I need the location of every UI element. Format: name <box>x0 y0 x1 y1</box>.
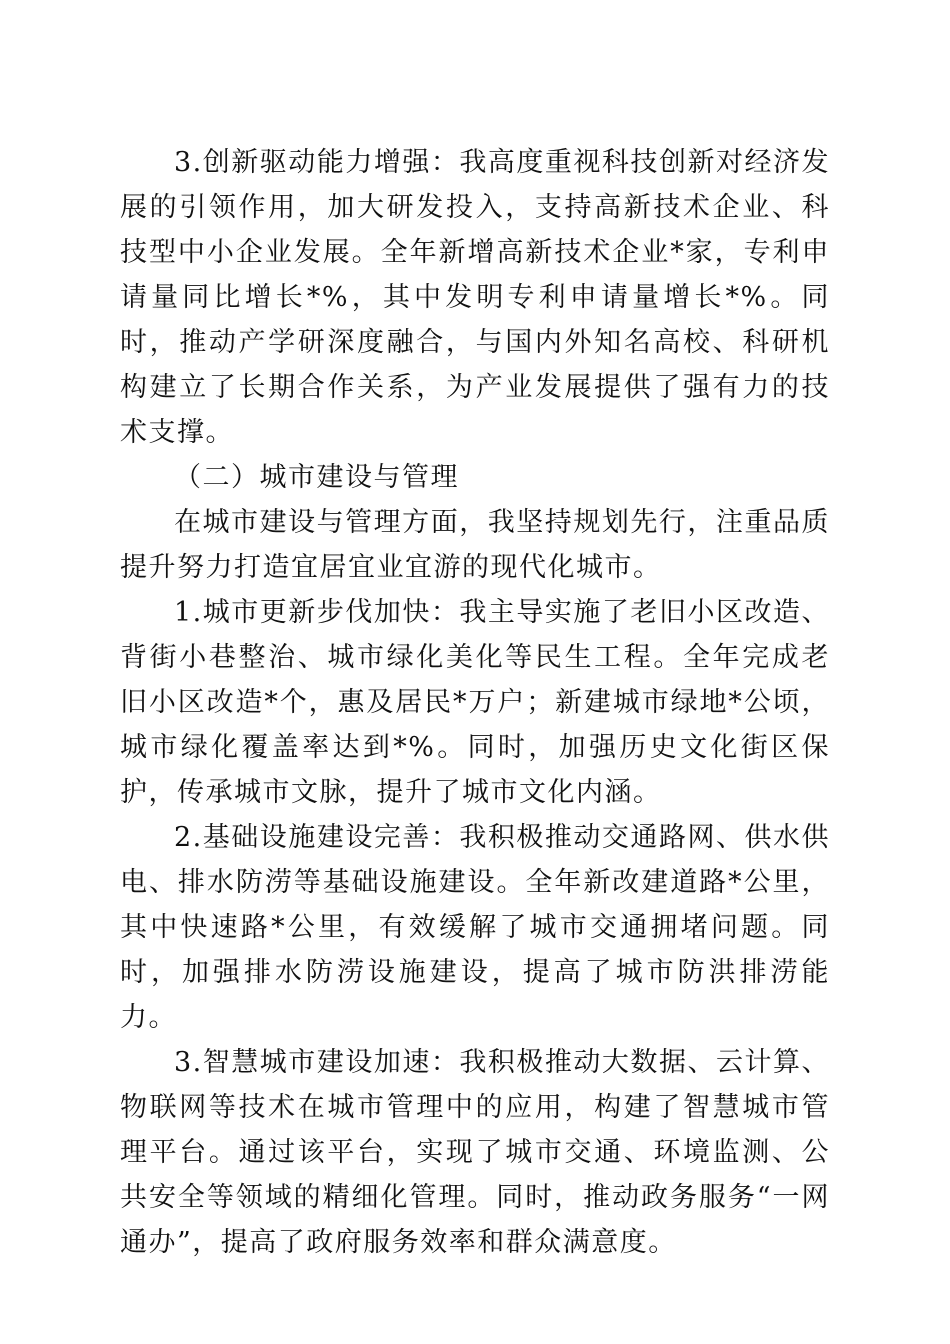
paragraph-urban-intro: 在城市建设与管理方面，我坚持规划先行，注重品质提升努力打造宜居宜业宜游的现代化城市。 <box>120 507 830 583</box>
paragraph-innovation: 3.创新驱动能力增强：我高度重视科技创新对经济发展的引领作用，加大研发投入，支持高新技术企业、科技型中小企业发展。全年新增高新技术企业*家，专利申请量同比增长*%，其中发明专利申请量增长*%。同时，推动产学研深度融合，与国内外知名高校、科研机构建立了长期合作关系，为产业发展提供了强有力的技术支撑。 <box>120 147 830 448</box>
paragraph-infrastructure: 2.基础设施建设完善：我积极推动交通路网、供水供电、排水防涝等基础设施建设。全年新改建道路*公里，其中快速路*公里，有效缓解了城市交通拥堵问题。同时，加强排水防涝设施建设，提高了城市防洪排涝能力。 <box>120 822 830 1033</box>
document-body <box>120 140 830 1265</box>
paragraph-urban-renewal: 1.城市更新步伐加快：我主导实施了老旧小区改造、背街小巷整治、城市绿化美化等民生工程。全年完成老旧小区改造*个，惠及居民*万户；新建城市绿地*公顷，城市绿化覆盖率达到*%。同时，加强历史文化街区保护，传承城市文脉，提升了城市文化内涵。 <box>120 597 830 808</box>
section-heading-urban: （二）城市建设与管理 <box>174 462 459 493</box>
paragraph-smart-city: 3.智慧城市建设加速：我积极推动大数据、云计算、物联网等技术在城市管理中的应用，构建了智慧城市管理平台。通过该平台，实现了城市交通、环境监测、公共安全等领域的精细化管理。同时，推动政务服务“一网通办”，提高了政府服务效率和群众满意度。 <box>120 1047 830 1258</box>
